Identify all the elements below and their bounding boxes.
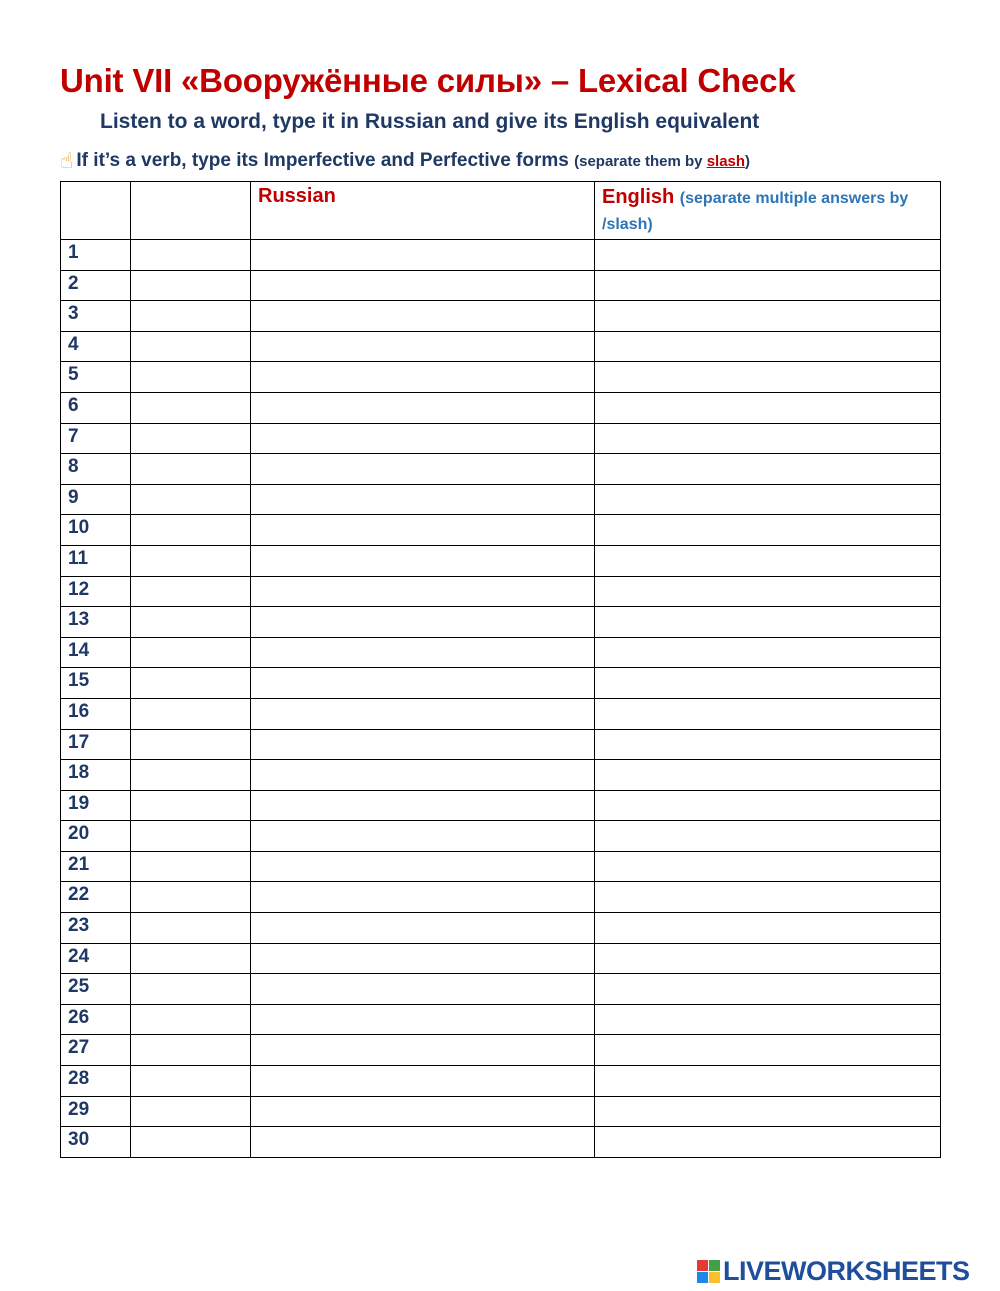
- row-number: 19: [61, 790, 131, 821]
- table-row: [61, 240, 941, 271]
- table-row: [61, 760, 941, 791]
- russian-answer-field[interactable]: [251, 668, 595, 699]
- row-number: 8: [61, 454, 131, 485]
- english-answer-field[interactable]: [595, 1004, 941, 1035]
- row-number: 7: [61, 423, 131, 454]
- russian-answer-field[interactable]: [251, 821, 595, 852]
- blank-answer-cell: [131, 1066, 251, 1097]
- english-answer-field[interactable]: [595, 270, 941, 301]
- english-answer-field[interactable]: [595, 484, 941, 515]
- blank-answer-cell: [131, 607, 251, 638]
- table-row: [61, 882, 941, 913]
- table-row: [61, 454, 941, 485]
- table-row: [61, 362, 941, 393]
- row-number: 15: [61, 668, 131, 699]
- row-number: 14: [61, 637, 131, 668]
- russian-answer-field[interactable]: [251, 484, 595, 515]
- row-number: 2: [61, 270, 131, 301]
- blank-answer-cell: [131, 851, 251, 882]
- russian-answer-field[interactable]: [251, 576, 595, 607]
- table-row: [61, 1127, 941, 1158]
- header-cell-blank: [131, 182, 251, 240]
- blank-answer-cell: [131, 637, 251, 668]
- english-answer-field[interactable]: [595, 545, 941, 576]
- table-row: [61, 1096, 941, 1127]
- russian-answer-field[interactable]: [251, 790, 595, 821]
- english-answer-field[interactable]: [595, 637, 941, 668]
- english-answer-field[interactable]: [595, 1066, 941, 1097]
- row-number: 27: [61, 1035, 131, 1066]
- row-number: 21: [61, 851, 131, 882]
- table-row: [61, 545, 941, 576]
- row-number: 26: [61, 1004, 131, 1035]
- blank-answer-cell: [131, 974, 251, 1005]
- russian-answer-field[interactable]: [251, 301, 595, 332]
- english-answer-field[interactable]: [595, 362, 941, 393]
- russian-answer-field[interactable]: [251, 240, 595, 271]
- table-row: [61, 821, 941, 852]
- russian-answer-field[interactable]: [251, 698, 595, 729]
- blank-answer-cell: [131, 240, 251, 271]
- english-answer-field[interactable]: [595, 454, 941, 485]
- table-row: [61, 1035, 941, 1066]
- blank-answer-cell: [131, 423, 251, 454]
- table-row: [61, 331, 941, 362]
- table-row: [61, 423, 941, 454]
- row-number: 25: [61, 974, 131, 1005]
- row-number: 6: [61, 392, 131, 423]
- table-row: [61, 637, 941, 668]
- logo-blocks-icon: [697, 1260, 720, 1283]
- row-number: 23: [61, 913, 131, 944]
- header-russian: Russian: [251, 182, 595, 240]
- table-row: [61, 790, 941, 821]
- row-number: 4: [61, 331, 131, 362]
- row-number: 10: [61, 515, 131, 546]
- row-number: 24: [61, 943, 131, 974]
- table-row: [61, 943, 941, 974]
- english-answer-field[interactable]: [595, 576, 941, 607]
- english-answer-field[interactable]: [595, 1035, 941, 1066]
- blank-answer-cell: [131, 1035, 251, 1066]
- russian-answer-field[interactable]: [251, 851, 595, 882]
- blank-answer-cell: [131, 790, 251, 821]
- blank-answer-cell: [131, 545, 251, 576]
- blank-answer-cell: [131, 698, 251, 729]
- page-title: Unit VII «Вооружённые силы» – Lexical Check: [60, 62, 796, 99]
- english-answer-field[interactable]: [595, 668, 941, 699]
- blank-answer-cell: [131, 270, 251, 301]
- russian-answer-field[interactable]: [251, 1127, 595, 1158]
- blank-answer-cell: [131, 668, 251, 699]
- row-number: 16: [61, 698, 131, 729]
- blank-answer-cell: [131, 1127, 251, 1158]
- table-row: [61, 607, 941, 638]
- table-row: [61, 851, 941, 882]
- table-row: [61, 1066, 941, 1097]
- english-answer-field[interactable]: [595, 301, 941, 332]
- english-answer-field[interactable]: [595, 1127, 941, 1158]
- english-answer-field[interactable]: [595, 331, 941, 362]
- table-row: [61, 913, 941, 944]
- table-row: [61, 974, 941, 1005]
- russian-answer-field[interactable]: [251, 607, 595, 638]
- english-answer-field[interactable]: [595, 515, 941, 546]
- row-number: 3: [61, 301, 131, 332]
- russian-answer-field[interactable]: [251, 729, 595, 760]
- blank-answer-cell: [131, 331, 251, 362]
- blank-answer-cell: [131, 454, 251, 485]
- liveworksheets-logo: [697, 1256, 970, 1287]
- english-answer-field[interactable]: [595, 1096, 941, 1127]
- table-row: [61, 270, 941, 301]
- blank-answer-cell: [131, 729, 251, 760]
- logo-block: [709, 1260, 720, 1271]
- table-row: [61, 515, 941, 546]
- logo-block: [697, 1272, 708, 1283]
- english-answer-field[interactable]: [595, 851, 941, 882]
- slash-word: slash: [706, 153, 746, 170]
- blank-answer-cell: [131, 882, 251, 913]
- english-answer-field[interactable]: [595, 943, 941, 974]
- header-english-note: (separate multiple answers by /slash): [602, 190, 909, 233]
- header-cell-number: [61, 182, 131, 240]
- pointing-up-hand-icon: ☝: [60, 148, 74, 173]
- row-number: 13: [61, 607, 131, 638]
- blank-answer-cell: [131, 760, 251, 791]
- table-row: [61, 698, 941, 729]
- instruction-listen: Listen to a word, type it in Russian and give its English equivalent: [100, 110, 760, 133]
- russian-answer-field[interactable]: [251, 545, 595, 576]
- russian-answer-field[interactable]: [251, 760, 595, 791]
- english-answer-field[interactable]: [595, 698, 941, 729]
- russian-answer-field[interactable]: [251, 1096, 595, 1127]
- russian-answer-field[interactable]: [251, 637, 595, 668]
- table-row: [61, 392, 941, 423]
- header-english: English (separate multiple answers by /slash): [595, 182, 941, 240]
- russian-answer-field[interactable]: [251, 943, 595, 974]
- instruction-verb-note: (separate them by slash): [574, 153, 751, 170]
- table-row: [61, 1004, 941, 1035]
- english-answer-field[interactable]: [595, 729, 941, 760]
- russian-answer-field[interactable]: [251, 331, 595, 362]
- row-number: 18: [61, 760, 131, 791]
- russian-answer-field[interactable]: [251, 423, 595, 454]
- row-number: 5: [61, 362, 131, 393]
- english-answer-field[interactable]: [595, 760, 941, 791]
- table-row: [61, 301, 941, 332]
- row-number: 30: [61, 1127, 131, 1158]
- table-row: [61, 484, 941, 515]
- russian-answer-field[interactable]: [251, 1004, 595, 1035]
- russian-answer-field[interactable]: [251, 270, 595, 301]
- english-answer-field[interactable]: [595, 392, 941, 423]
- russian-answer-field[interactable]: [251, 974, 595, 1005]
- table-header-row: [61, 182, 941, 240]
- english-answer-field[interactable]: [595, 882, 941, 913]
- row-number: 28: [61, 1066, 131, 1097]
- row-number: 1: [61, 240, 131, 271]
- row-number: 22: [61, 882, 131, 913]
- english-answer-field[interactable]: [595, 790, 941, 821]
- russian-answer-field[interactable]: [251, 362, 595, 393]
- blank-answer-cell: [131, 392, 251, 423]
- russian-answer-field[interactable]: [251, 913, 595, 944]
- blank-answer-cell: [131, 1096, 251, 1127]
- row-number: 29: [61, 1096, 131, 1127]
- english-answer-field[interactable]: [595, 913, 941, 944]
- russian-answer-field[interactable]: [251, 1035, 595, 1066]
- blank-answer-cell: [131, 515, 251, 546]
- logo-text: LIVEWORKSHEETS: [723, 1256, 970, 1286]
- lexical-check-table: [60, 181, 941, 1158]
- blank-answer-cell: [131, 943, 251, 974]
- instruction-verb-text: If it’s a verb, type its Imperfective and Perfective forms: [76, 150, 569, 171]
- instruction-verb-forms: [60, 148, 750, 174]
- russian-answer-field[interactable]: [251, 454, 595, 485]
- row-number: 12: [61, 576, 131, 607]
- blank-answer-cell: [131, 362, 251, 393]
- english-answer-field[interactable]: [595, 240, 941, 271]
- logo-block: [697, 1260, 708, 1271]
- row-number: 20: [61, 821, 131, 852]
- english-answer-field[interactable]: [595, 607, 941, 638]
- russian-answer-field[interactable]: [251, 882, 595, 913]
- blank-answer-cell: [131, 913, 251, 944]
- english-answer-field[interactable]: [595, 423, 941, 454]
- blank-answer-cell: [131, 576, 251, 607]
- row-number: 9: [61, 484, 131, 515]
- table-row: [61, 729, 941, 760]
- blank-answer-cell: [131, 1004, 251, 1035]
- blank-answer-cell: [131, 484, 251, 515]
- row-number: 11: [61, 545, 131, 576]
- english-answer-field[interactable]: [595, 974, 941, 1005]
- logo-block: [709, 1272, 720, 1283]
- row-number: 17: [61, 729, 131, 760]
- table-row: [61, 668, 941, 699]
- table-row: [61, 576, 941, 607]
- blank-answer-cell: [131, 301, 251, 332]
- russian-answer-field[interactable]: [251, 392, 595, 423]
- english-answer-field[interactable]: [595, 821, 941, 852]
- russian-answer-field[interactable]: [251, 515, 595, 546]
- blank-answer-cell: [131, 821, 251, 852]
- russian-answer-field[interactable]: [251, 1066, 595, 1097]
